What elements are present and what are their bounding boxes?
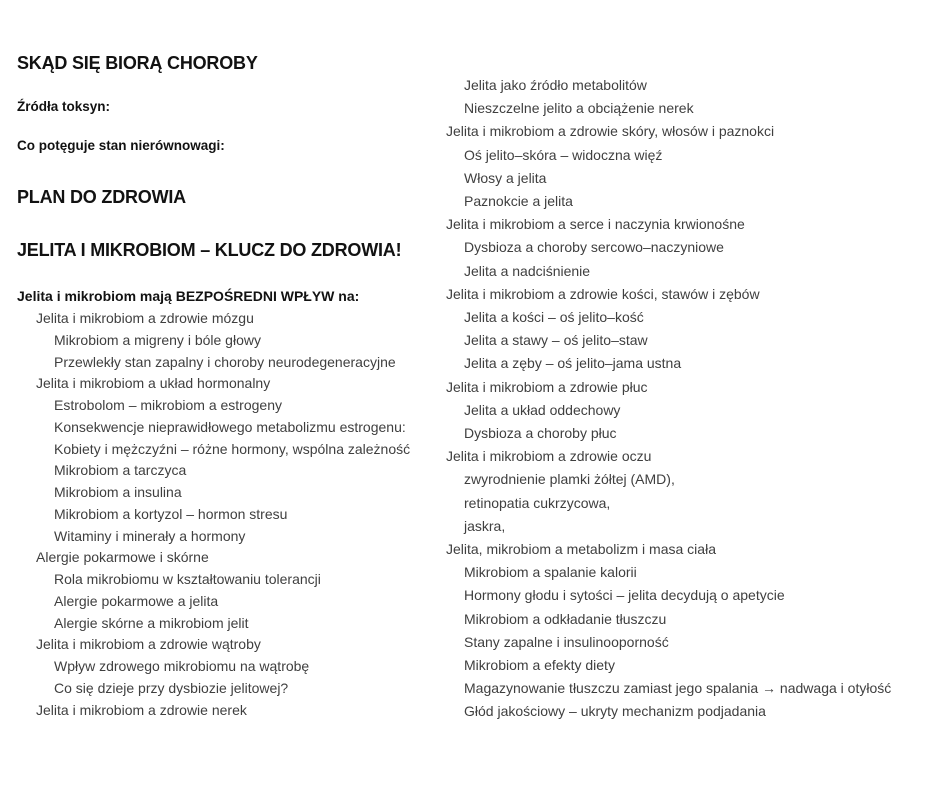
toc-item: Alergie pokarmowe a jelita — [54, 592, 219, 609]
heading-plan-do-zdrowia: PLAN DO ZDROWIA — [17, 187, 186, 207]
toc-item: Rola mikrobiomu w kształtowaniu tolerancji — [54, 571, 321, 587]
heading-zrodla-toksyn: Źródła toksyn: — [17, 99, 111, 114]
toc-item: Głód jakościowy – ukryty mechanizm podjadania — [464, 703, 766, 720]
toc-item: Stany zapalne i insulinooporność — [464, 633, 669, 650]
toc-item: Magazynowanie tłuszczu zamiast jego spalania → nadwaga i otyłość — [464, 680, 892, 697]
toc-item: Konsekwencje nieprawidłowego metabolizmu estrogenu: — [54, 418, 406, 435]
toc-item: Jelita a układ oddechowy — [464, 401, 621, 418]
toc-item: retinopatia cukrzycowa, — [464, 494, 611, 511]
toc-item: Alergie pokarmowe i skórne — [36, 549, 209, 566]
toc-item: Jelita i mikrobiom a serce i naczynia krwionośne — [446, 216, 745, 233]
toc-item: Mikrobiom a efekty diety — [464, 657, 615, 674]
toc-item: Mikrobiom a insulina — [54, 484, 182, 500]
toc-item: Nieszczelne jelito a obciążenie nerek — [464, 100, 694, 117]
toc-item: Włosy a jelita — [464, 169, 547, 186]
toc-item: Jelita i mikrobiom a układ hormonalny — [36, 375, 271, 392]
toc-item: Mikrobiom a spalanie kalorii — [464, 564, 637, 581]
toc-item: Kobiety i mężczyźni – różne hormony, wspólna zależność — [54, 440, 411, 457]
toc-item: Hormony głodu i sytości – jelita decydują o apetycie — [464, 587, 785, 604]
toc-item: Jelita i mikrobiom a zdrowie wątroby — [36, 636, 261, 653]
toc-item: Jelita a nadciśnienie — [464, 262, 591, 279]
toc-item: Jelita a kości – oś jelito–kość — [464, 309, 644, 326]
toc-item: Jelita i mikrobiom a zdrowie płuc — [446, 378, 648, 395]
toc-intro-bold-line: Jelita i mikrobiom mają BEZPOŚREDNI WPŁYW na: — [17, 288, 360, 304]
toc-item: Jelita, mikrobiom a metabolizm i masa ciała — [446, 541, 716, 558]
toc-item: Jelita i mikrobiom a zdrowie skóry, włosów i paznokci — [446, 123, 775, 140]
toc-item: Jelita i mikrobiom a zdrowie mózgu — [36, 310, 254, 326]
toc-item: Alergie skórne a mikrobiom jelit — [54, 614, 249, 631]
toc-item: Jelita i mikrobiom a zdrowie oczu — [446, 448, 652, 465]
toc-item: Jelita i mikrobiom a zdrowie nerek — [36, 701, 247, 718]
toc-item: Estrobolom – mikrobiom a estrogeny — [54, 397, 282, 413]
heading-jelita-i-mikrobiom-klucz: JELITA I MIKROBIOM – KLUCZ DO ZDROWIA! — [17, 240, 402, 260]
toc-item: Co się dzieje przy dysbiozie jelitowej? — [54, 679, 289, 696]
toc-item: Dysbioza a choroby sercowo–naczyniowe — [464, 239, 724, 256]
toc-item: Oś jelito–skóra – widoczna więź — [464, 146, 663, 163]
toc-item: Jelita jako źródło metabolitów — [464, 77, 647, 93]
toc-item: Mikrobiom a migreny i bóle głowy — [54, 331, 261, 348]
toc-item: zwyrodnienie plamki żółtej (AMD), — [464, 471, 675, 488]
toc-item: Mikrobiom a tarczyca — [54, 462, 187, 479]
toc-item: jaskra, — [464, 517, 506, 534]
toc-item: Wpływ zdrowego mikrobiomu na wątrobę — [54, 658, 310, 674]
heading-skad-sie-biora-choroby: SKĄD SIĘ BIORĄ CHOROBY — [17, 53, 258, 73]
toc-item: Paznokcie a jelita — [464, 193, 573, 210]
toc-item: Mikrobiom a kortyzol – hormon stresu — [54, 505, 288, 522]
toc-item: Witaminy i minerały a hormony — [54, 527, 246, 544]
toc-item: Jelita a zęby – oś jelito–jama ustna — [464, 355, 682, 372]
toc-item: Dysbioza a choroby płuc — [464, 425, 617, 442]
toc-item: Mikrobiom a odkładanie tłuszczu — [464, 610, 667, 627]
toc-column-left — [17, 308, 410, 721]
heading-co-poteguje-nierownowage: Co potęguje stan nierównowagi: — [17, 138, 225, 153]
toc-item: Przewlekły stan zapalny i choroby neurodegeneracyjne — [54, 353, 396, 370]
toc-item: Jelita i mikrobiom a zdrowie kości, stawów i zębów — [446, 285, 760, 302]
toc-column-right — [427, 74, 891, 724]
toc-item: Jelita a stawy – oś jelito–staw — [464, 332, 648, 349]
